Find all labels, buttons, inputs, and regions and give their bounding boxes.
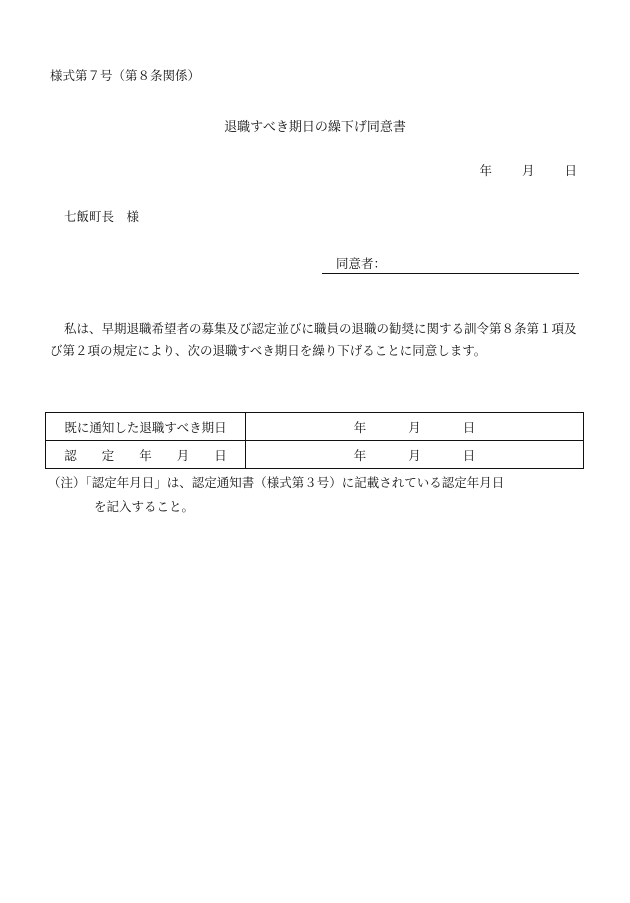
notified-day-label: 日 [462,419,476,435]
note-line-2: を記入すること。 [94,499,195,514]
form-number: 様式第７号（第８条関係） [50,68,201,83]
dates-table [45,412,584,469]
date-day-label: 日 [564,163,577,178]
consent-body-text [50,318,580,362]
note [48,471,504,519]
note-line-1: （注）「認定年月日」は、認定通知書（様式第３号）に記載されている認定年月日 [48,475,505,490]
addressee: 七飯町長 様 [64,209,140,224]
date-month-label: 月 [521,163,535,178]
approval-month-label: 月 [408,447,421,463]
notified-month-label: 月 [408,419,421,435]
notified-date-field[interactable] [246,413,584,441]
table-row [46,441,584,469]
approval-day-label: 日 [462,447,476,463]
approval-date-field[interactable] [246,441,584,469]
approval-year-label: 年 [353,447,367,463]
notified-year-label: 年 [353,419,367,435]
date-line [479,161,577,179]
consenter-signature-line[interactable] [322,254,579,274]
consenter-label: 同意者： [336,256,387,271]
table-row [46,413,584,441]
row-label-notified-date: 既に通知した退職すべき期日 [46,413,246,441]
row-label-approval-date: 認 定 年 月 日 [46,441,246,469]
document-title: 退職すべき期日の繰下げ同意書 [224,120,406,135]
date-year-label: 年 [479,163,492,178]
consent-body-content: 私は、早期退職希望者の募集及び認定並びに職員の退職の勧奨に関する訓令第８条第１項及び第２項の規定により、次の退職すべき期日を繰り下げることに同意します。 [50,321,577,358]
